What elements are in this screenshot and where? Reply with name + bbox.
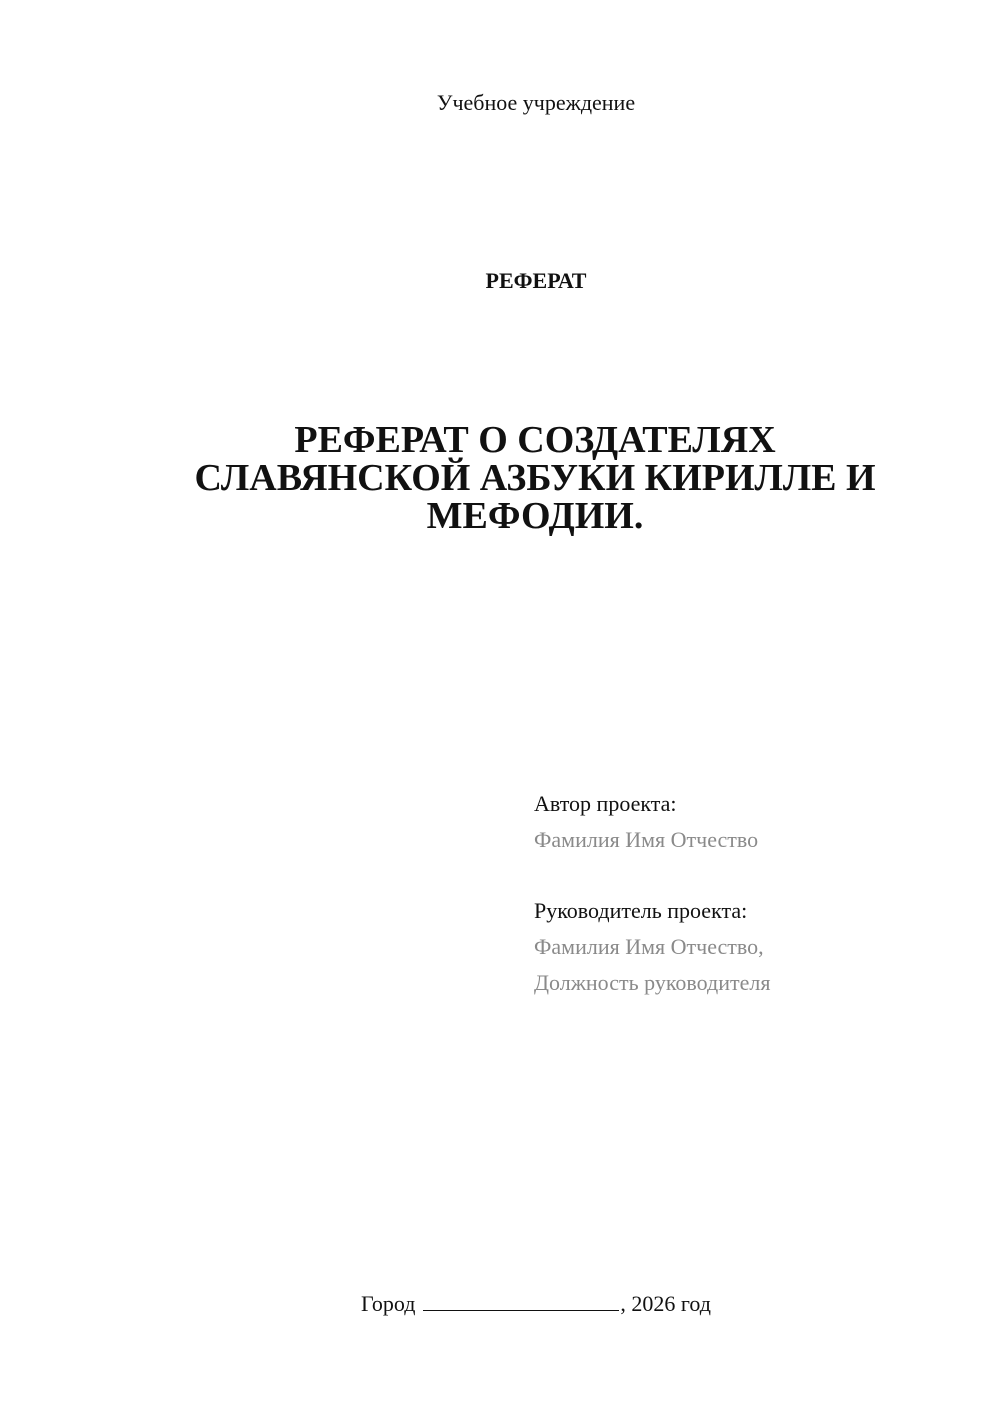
document-title: РЕФЕРАТ О СОЗДАТЕЛЯХ СЛАВЯНСКОЙ АЗБУКИ КИРИЛЛЕ И МЕФОДИИ. <box>194 419 876 537</box>
supervisor-name: Фамилия Имя Отчество, <box>534 934 764 959</box>
city-label: Город <box>361 1291 416 1316</box>
city-blank-line <box>423 1290 619 1311</box>
city-year-line <box>0 1290 1000 1317</box>
author-block <box>534 786 974 858</box>
supervisor-label: Руководитель проекта: <box>534 898 748 923</box>
year-text: , 2026 год <box>620 1291 711 1316</box>
document-type: РЕФЕРАТ <box>485 268 587 293</box>
supervisor-block <box>534 893 974 1001</box>
author-label: Автор проекта: <box>534 791 677 816</box>
supervisor-position: Должность руководителя <box>534 970 771 995</box>
author-name: Фамилия Имя Отчество <box>534 827 759 852</box>
institution-name: Учебное учреждение <box>436 90 636 115</box>
